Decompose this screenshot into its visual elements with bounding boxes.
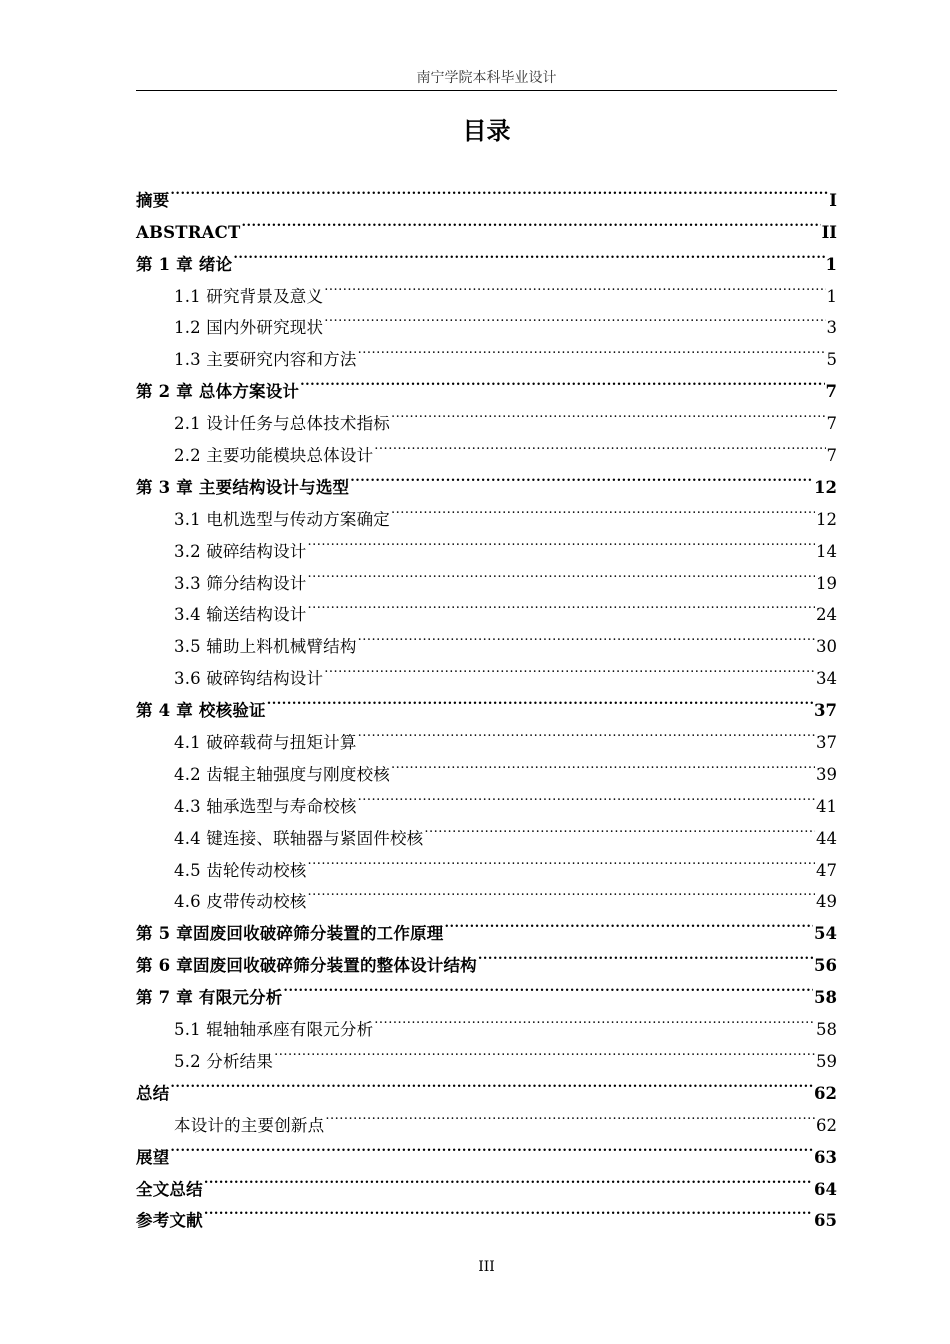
toc-leader-dots — [424, 812, 815, 844]
toc-leader-dots — [391, 397, 826, 429]
toc-chapter-entry[interactable] — [136, 1131, 837, 1167]
toc-chapter-entry[interactable] — [136, 1195, 837, 1231]
page-title: 目录 — [462, 117, 511, 145]
toc-chapter-entry[interactable] — [136, 174, 837, 210]
toc-leader-dots — [170, 174, 828, 206]
toc-leader-dots — [358, 716, 815, 748]
toc-leader-dots — [350, 461, 813, 493]
toc-leader-dots — [308, 876, 816, 908]
toc-entry-page-number: 56 — [814, 956, 837, 976]
page-number: III — [478, 1259, 495, 1275]
toc-leader-dots — [204, 1163, 813, 1195]
toc-entry-page-number: 54 — [814, 924, 837, 944]
toc-entry-label: ABSTRACT — [136, 222, 241, 242]
toc-entry-label: 3.6 破碎钩结构设计 — [174, 669, 324, 689]
toc-leader-dots — [391, 493, 815, 525]
toc-entry-label: 本设计的主要创新点 — [174, 1115, 325, 1135]
toc-leader-dots — [267, 684, 813, 716]
toc-entry-label: 第 1 章 绪论 — [136, 254, 233, 274]
toc-entry-page-number: 58 — [816, 1020, 837, 1040]
toc-entry-page-number: 65 — [814, 1211, 837, 1231]
toc-leader-dots — [324, 270, 825, 302]
toc-entry-page-number: II — [821, 222, 837, 242]
toc-chapter-entry[interactable] — [136, 206, 837, 242]
toc-entry-page-number: 12 — [816, 509, 837, 529]
toc-entry-page-number: 64 — [814, 1179, 837, 1199]
toc-leader-dots — [204, 1195, 813, 1227]
toc-leader-dots — [274, 1035, 815, 1067]
toc-leader-dots — [308, 844, 816, 876]
toc-entry-page-number: 1 — [826, 286, 837, 306]
toc-entry-label: 第 5 章固废回收破碎筛分装置的工作原理 — [136, 924, 444, 944]
toc-leader-dots — [308, 557, 816, 589]
toc-entry-page-number: 5 — [826, 350, 837, 370]
toc-chapter-entry[interactable] — [136, 1067, 837, 1103]
toc-entry-page-number: 24 — [816, 605, 837, 625]
toc-entry-label: 3.2 破碎结构设计 — [174, 541, 307, 561]
toc-entry-page-number: 30 — [816, 637, 837, 657]
toc-leader-dots — [300, 365, 824, 397]
toc-leader-dots — [444, 907, 813, 939]
toc-entry-label: 3.4 输送结构设计 — [174, 605, 307, 625]
toc-entry-label: 3.1 电机选型与传动方案确定 — [174, 509, 390, 529]
toc-entry-page-number: I — [829, 190, 837, 210]
toc-entry-label: 4.1 破碎载荷与扭矩计算 — [174, 733, 357, 753]
toc-entry-label: 第 4 章 校核验证 — [136, 701, 266, 721]
toc-entry-page-number: 44 — [816, 828, 837, 848]
toc-leader-dots — [391, 748, 815, 780]
toc-entry-page-number: 63 — [814, 1147, 837, 1167]
toc-entry-label: 4.4 键连接、联轴器与紧固件校核 — [174, 828, 424, 848]
toc-leader-dots — [308, 525, 816, 557]
toc-entry-label: 4.5 齿轮传动校核 — [174, 860, 307, 880]
toc-entry-page-number: 47 — [816, 860, 837, 880]
toc-leader-dots — [325, 1099, 815, 1131]
toc-entry-label: 全文总结 — [136, 1179, 203, 1199]
toc-entry-page-number: 62 — [814, 1083, 837, 1103]
toc-entry-label: 5.2 分析结果 — [174, 1051, 274, 1071]
toc-entry-label: 参考文献 — [136, 1211, 203, 1231]
toc-entry-page-number: 39 — [816, 764, 837, 784]
toc-section-entry[interactable] — [136, 1099, 837, 1135]
toc-leader-dots — [308, 589, 816, 621]
toc-leader-dots — [233, 238, 824, 270]
page-header — [136, 66, 837, 91]
toc-entry-page-number: 7 — [826, 414, 837, 434]
toc-entry-label: 展望 — [136, 1147, 170, 1167]
toc-entry-label: 1.3 主要研究内容和方法 — [174, 350, 357, 370]
toc-entry-label: 第 7 章 有限元分析 — [136, 988, 283, 1008]
toc-leader-dots — [324, 302, 825, 334]
toc-leader-dots — [358, 620, 815, 652]
toc-leader-dots — [478, 939, 813, 971]
header-text: 南宁学院本科毕业设计 — [416, 70, 557, 86]
toc-entry-page-number: 37 — [814, 701, 837, 721]
toc-entry-label: 总结 — [136, 1083, 170, 1103]
toc-entry-page-number: 1 — [825, 254, 837, 274]
toc-entry-page-number: 34 — [816, 669, 837, 689]
toc-entry-page-number: 19 — [816, 573, 837, 593]
toc-entry-page-number: 3 — [826, 318, 837, 338]
toc-entry-page-number: 49 — [816, 892, 837, 912]
toc-entry-label: 2.1 设计任务与总体技术指标 — [174, 414, 390, 434]
toc-entry-label: 4.6 皮带传动校核 — [174, 892, 307, 912]
toc-entry-label: 4.3 轴承选型与寿命校核 — [174, 796, 357, 816]
table-of-contents — [136, 174, 837, 1231]
toc-entry-page-number: 41 — [816, 796, 837, 816]
toc-entry-page-number: 59 — [816, 1051, 837, 1071]
toc-entry-label: 1.1 研究背景及意义 — [174, 286, 324, 306]
toc-entry-page-number: 7 — [826, 446, 837, 466]
toc-leader-dots — [358, 780, 815, 812]
toc-leader-dots — [374, 429, 825, 461]
toc-leader-dots — [170, 1067, 813, 1099]
toc-entry-page-number: 7 — [825, 382, 837, 402]
toc-leader-dots — [358, 333, 826, 365]
toc-entry-page-number: 58 — [814, 988, 837, 1008]
toc-chapter-entry[interactable] — [136, 238, 837, 274]
toc-entry-label: 4.2 齿辊主轴强度与刚度校核 — [174, 764, 390, 784]
toc-leader-dots — [241, 206, 820, 238]
toc-entry-label: 3.3 筛分结构设计 — [174, 573, 307, 593]
toc-entry-label: 第 3 章 主要结构设计与选型 — [136, 477, 350, 497]
toc-leader-dots — [170, 1131, 813, 1163]
toc-entry-label: 摘要 — [136, 190, 170, 210]
toc-entry-label: 第 6 章固废回收破碎筛分装置的整体设计结构 — [136, 956, 477, 976]
toc-leader-dots — [374, 1003, 815, 1035]
toc-entry-label: 2.2 主要功能模块总体设计 — [174, 446, 374, 466]
toc-entry-page-number: 12 — [814, 477, 837, 497]
toc-entry-page-number: 37 — [816, 733, 837, 753]
toc-leader-dots — [324, 652, 815, 684]
toc-entry-page-number: 62 — [816, 1115, 837, 1135]
toc-chapter-entry[interactable] — [136, 1163, 837, 1199]
page-footer — [136, 1255, 837, 1279]
toc-entry-label: 第 2 章 总体方案设计 — [136, 382, 300, 402]
toc-entry-page-number: 14 — [816, 541, 837, 561]
toc-entry-label: 1.2 国内外研究现状 — [174, 318, 324, 338]
toc-leader-dots — [283, 971, 813, 1003]
toc-entry-label: 3.5 辅助上料机械臂结构 — [174, 637, 357, 657]
toc-section-entry[interactable] — [136, 270, 837, 306]
toc-entry-label: 5.1 辊轴轴承座有限元分析 — [174, 1020, 374, 1040]
